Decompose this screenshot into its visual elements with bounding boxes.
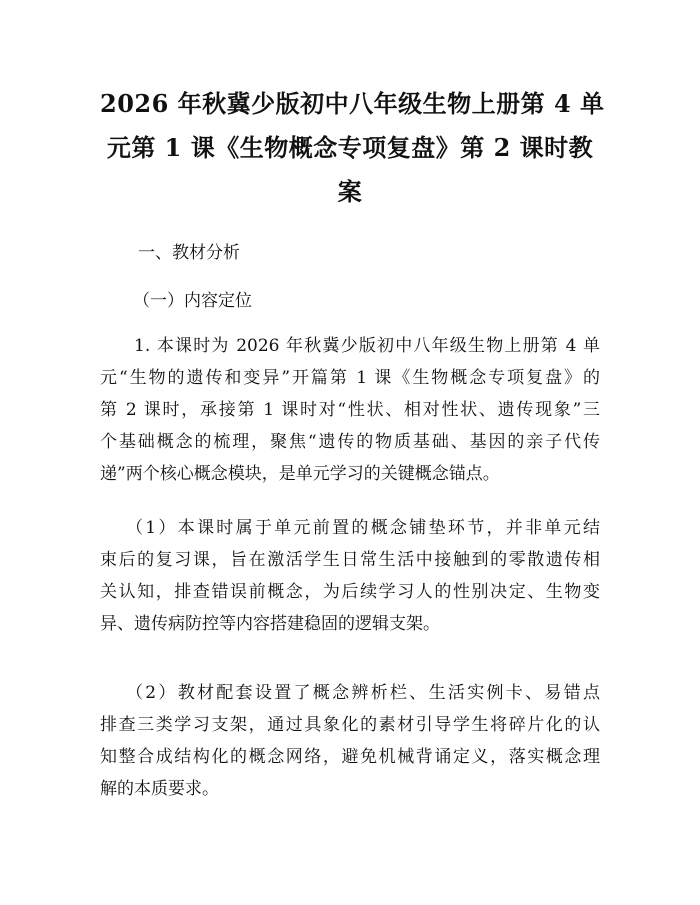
paragraph-line: 异、遗传病防控等内容搭建稳固的逻辑支架。 bbox=[100, 614, 440, 634]
paragraph-line: （2）教材配套设置了概念辨析栏、生活实例卡、易错点 bbox=[126, 683, 600, 703]
paragraph-line: 第 2 课时，承接第 1 课时对“性状、相对性状、遗传现象”三 bbox=[100, 400, 600, 420]
paragraph-2 bbox=[100, 512, 600, 640]
document-title bbox=[100, 82, 605, 214]
paragraph-line: 知整合成结构化的概念网络，避免机械背诵定义，落实概念理 bbox=[100, 747, 600, 767]
paragraph-line: （1）本课时属于单元前置的概念铺垫环节，并非单元结 bbox=[126, 518, 600, 538]
title-line: 案 bbox=[337, 177, 363, 206]
paragraph-line: 个基础概念的梳理，聚焦“遗传的物质基础、基因的亲子代传 bbox=[100, 432, 600, 452]
section-heading: 一、教材分析 bbox=[138, 243, 240, 263]
paragraph-line: 递”两个核心概念模块，是单元学习的关键概念锚点。 bbox=[100, 464, 500, 484]
paragraph-line: 元“生物的遗传和变异”开篇第 1 课《生物概念专项复盘》的 bbox=[100, 368, 600, 388]
title-line: 元第 1 课《生物概念专项复盘》第 2 课时教 bbox=[106, 133, 594, 162]
subsection-heading: （一）内容定位 bbox=[133, 291, 252, 311]
title-line: 2026 年秋冀少版初中八年级生物上册第 4 单 bbox=[100, 89, 605, 118]
paragraph-line: 束后的复习课，旨在激活学生日常生活中接触到的零散遗传相 bbox=[100, 550, 600, 570]
paragraph-line: 排查三类学习支架，通过具象化的素材引导学生将碎片化的认 bbox=[100, 715, 600, 735]
paragraph-line: 1. 本课时为 2026 年秋冀少版初中八年级生物上册第 4 单 bbox=[134, 336, 600, 356]
paragraph-1 bbox=[100, 330, 600, 490]
paragraph-line: 关认知，排查错误前概念，为后续学习人的性别决定、生物变 bbox=[100, 582, 600, 602]
paragraph-3 bbox=[100, 677, 600, 805]
paragraph-line: 解的本质要求。 bbox=[100, 779, 219, 799]
